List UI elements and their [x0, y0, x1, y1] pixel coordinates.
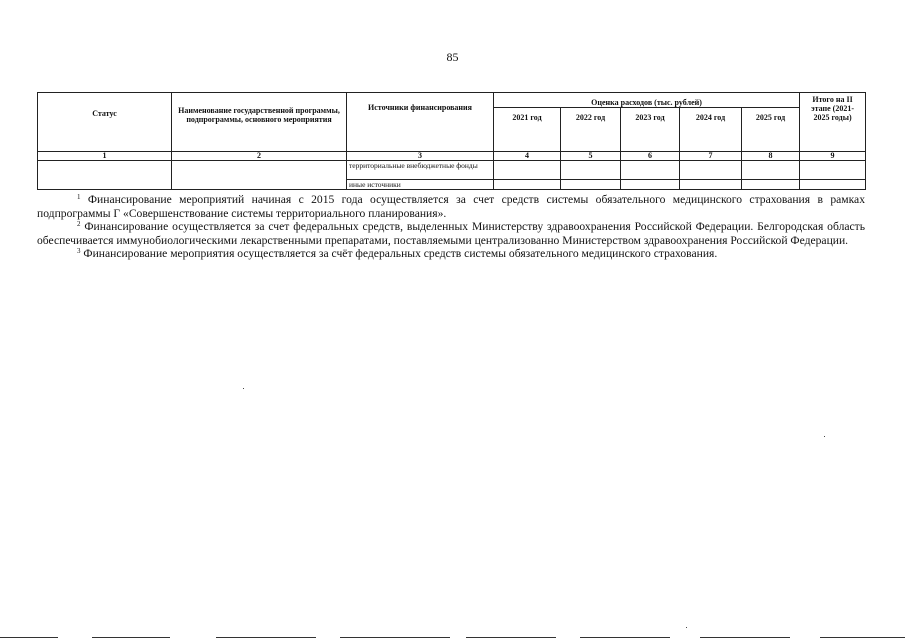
page-number: 85	[446, 50, 459, 64]
value-cell	[494, 180, 561, 190]
value-cell	[800, 180, 866, 190]
value-cell	[621, 161, 680, 180]
value-cell	[680, 180, 742, 190]
footnotes	[37, 193, 865, 261]
program-name-cell	[172, 161, 347, 190]
column-number: 9	[800, 152, 866, 161]
scan-speck	[824, 436, 825, 437]
value-cell	[680, 161, 742, 180]
header-year-2024: 2024 год	[680, 108, 742, 152]
footnote-2	[37, 220, 865, 247]
budget-table	[37, 92, 866, 190]
scan-edge-line	[466, 637, 556, 638]
header-status: Статус	[38, 93, 172, 152]
value-cell	[561, 161, 621, 180]
footnote-3	[37, 247, 865, 261]
value-cell	[621, 180, 680, 190]
footnote-text: Финансирование мероприятия осуществляется за счёт федеральных средств системы обязательного медицинского страхования.	[83, 247, 718, 260]
footnote-mark: 1	[77, 193, 81, 201]
column-number: 2	[172, 152, 347, 161]
column-number: 3	[347, 152, 494, 161]
value-cell	[800, 161, 866, 180]
header-year-2025: 2025 год	[742, 108, 800, 152]
scan-speck	[686, 627, 687, 628]
scan-edge-line	[580, 637, 670, 638]
column-numbers-row	[38, 152, 866, 161]
status-cell	[38, 161, 172, 190]
scan-edge-line	[92, 637, 170, 638]
table-row	[38, 161, 866, 180]
scan-edge-line	[820, 637, 905, 638]
column-number: 1	[38, 152, 172, 161]
header-year-2021: 2021 год	[494, 108, 561, 152]
funding-source-cell: иные источники	[347, 180, 494, 190]
footnote-mark: 3	[77, 247, 81, 255]
scan-edge-line	[0, 637, 58, 638]
column-number: 6	[621, 152, 680, 161]
column-number: 5	[561, 152, 621, 161]
footnote-text: Финансирование осуществляется за счет федеральных средств, выделенных Министерству здравоохранения Российской Федерации. Белгородская область обеспечивается иммунобиологическими лекарственными препаратами, поставляемыми централизованно Министерством здравоохранения Российской Федерации.	[37, 220, 865, 247]
scan-edge-line	[216, 637, 316, 638]
scan-edge-line	[340, 637, 450, 638]
footnote-1	[37, 193, 865, 220]
scan-edge-line	[700, 637, 790, 638]
header-year-2022: 2022 год	[561, 108, 621, 152]
column-number: 8	[742, 152, 800, 161]
value-cell	[742, 180, 800, 190]
scan-speck	[243, 388, 244, 389]
column-number: 4	[494, 152, 561, 161]
header-cost-estimate: Оценка расходов (тыс. рублей)	[494, 93, 800, 108]
column-number: 7	[680, 152, 742, 161]
footnote-text: Финансирование мероприятий начиная с 2015 года осуществляется за счет средств системы обязательного медицинского страхования в рамках подпрограммы Г «Совершенствование системы территориального планирования».	[37, 193, 865, 220]
value-cell	[742, 161, 800, 180]
header-total: Итого на II этапе (2021-2025 годы)	[800, 93, 866, 152]
footnote-mark: 2	[77, 220, 81, 228]
value-cell	[494, 161, 561, 180]
header-funding-sources: Источники финансирования	[347, 93, 494, 152]
header-year-2023: 2023 год	[621, 108, 680, 152]
funding-source-cell: территориальные внебюджетные фонды	[347, 161, 494, 180]
header-program-name: Наименование государственной программы, подпрограммы, основного мероприятия	[172, 93, 347, 152]
value-cell	[561, 180, 621, 190]
